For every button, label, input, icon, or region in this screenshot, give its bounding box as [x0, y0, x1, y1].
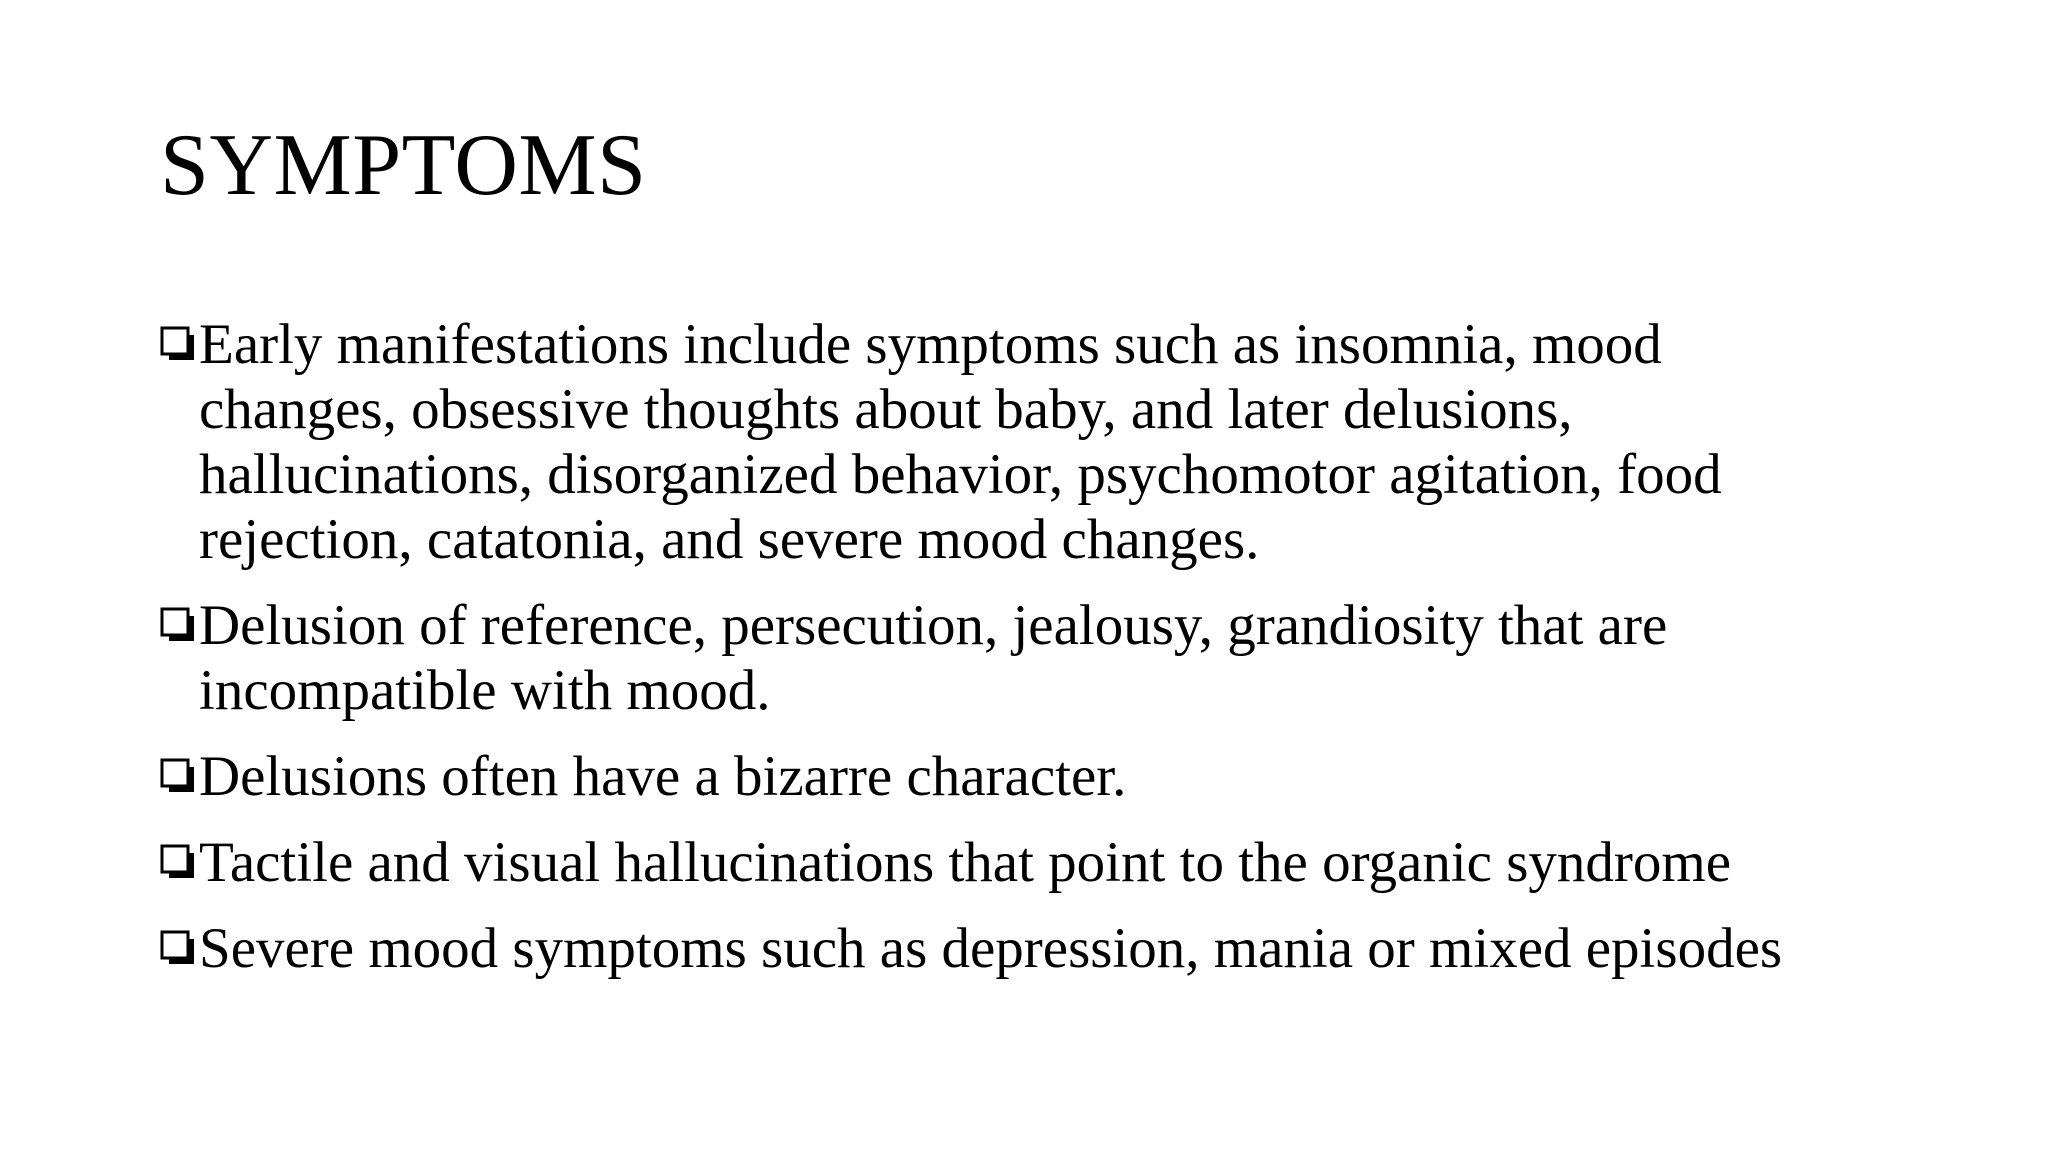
hollow-square-checkbox-icon: [160, 930, 196, 966]
bullet-item: [160, 916, 2000, 981]
hollow-square-checkbox-icon: [160, 326, 196, 362]
bullet-list: [160, 312, 2000, 1002]
bullet-line: Delusions often have a bizarre character.: [199, 745, 1127, 808]
bullet-text: [199, 830, 2000, 895]
bullet-item: [160, 830, 2000, 895]
bullet-line: hallucinations, disorganized behavior, psychomotor agitation, food: [199, 443, 1722, 506]
bullet-line: rejection, catatonia, and severe mood changes.: [199, 508, 1260, 571]
bullet-text: [199, 744, 2000, 809]
bullet-text: [199, 593, 2000, 723]
bullet-line: Severe mood symptoms such as depression, mania or mixed episodes: [199, 917, 1783, 980]
hollow-square-checkbox-icon: [160, 758, 196, 794]
bullet-text: [199, 312, 2000, 572]
bullet-line: Delusion of reference, persecution, jealousy, grandiosity that are: [199, 594, 1668, 657]
bullet-item: [160, 312, 2000, 572]
bullet-item: [160, 744, 2000, 809]
bullet-item: [160, 593, 2000, 723]
bullet-line: Tactile and visual hallucinations that point to the organic syndrome: [199, 831, 1732, 894]
hollow-square-checkbox-icon: [160, 844, 196, 880]
bullet-text: [199, 916, 2000, 981]
hollow-square-checkbox-icon: [160, 607, 196, 643]
bullet-line: incompatible with mood.: [199, 659, 771, 722]
bullet-line: changes, obsessive thoughts about baby, and later delusions,: [199, 378, 1573, 441]
bullet-line: Early manifestations include symptoms such as insomnia, mood: [199, 313, 1662, 376]
slide-title: SYMPTOMS: [160, 117, 647, 214]
